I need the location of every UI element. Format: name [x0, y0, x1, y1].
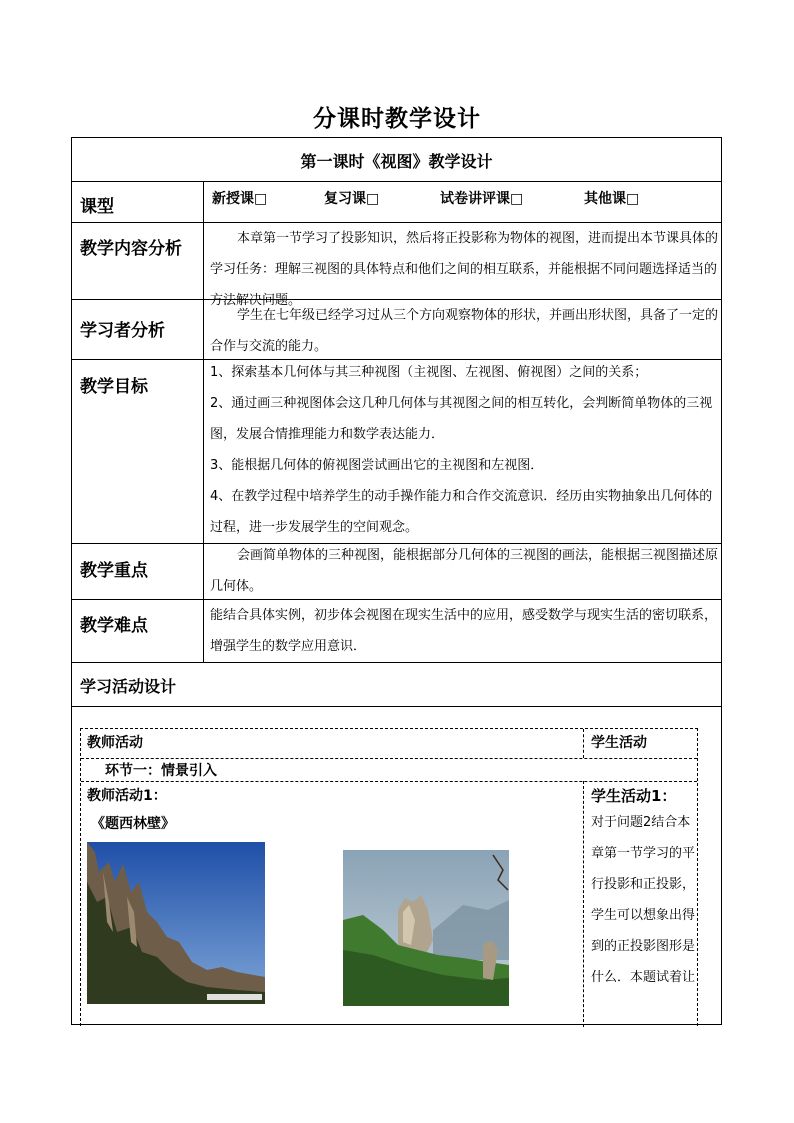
student-activity-text: 对于问题2结合本章第一节学习的平行投影和正投影，学生可以想象出得到的正投影图形是什么．本题试着让	[591, 815, 696, 985]
row-label-learner-analysis: 学习者分析	[80, 321, 165, 341]
difficulties-text	[210, 600, 718, 662]
activity-table	[80, 728, 698, 1026]
mountain-peak-image	[343, 850, 509, 1006]
student-activity-title: 学生活动1：	[591, 787, 677, 805]
dashed-column-divider	[583, 781, 584, 1027]
option-new-lesson[interactable]: 新授课□	[212, 191, 268, 207]
dashed-row-divider	[81, 758, 697, 759]
option-other-lesson[interactable]: 其他课□	[584, 191, 640, 207]
activity-design-label: 学习活动设计	[80, 677, 177, 696]
mountain-cliff-image	[87, 842, 265, 1004]
mountain-peak-photo	[343, 850, 509, 1006]
teacher-activity-header: 教师活动	[87, 735, 143, 751]
student-activity-header: 学生活动	[591, 735, 647, 751]
row-divider	[72, 706, 721, 707]
objective-item: 4、在教学过程中培养学生的动手操作能力和合作交流意识．经历由实物抽象出几何体的过程，进一步发展学生的空间观念。	[210, 489, 713, 535]
row-label-key-points: 教学重点	[80, 561, 148, 581]
lesson-title: 第一课时《视图》教学设计	[300, 152, 493, 171]
teacher-activity-title: 教师活动1：	[87, 788, 167, 804]
content-analysis-paragraph: 本章第一节学习了投影知识，然后将正投影称为物体的视图，进而提出本节课具体的学习任务：理解三视图的具体特点和他们之间的相互联系，并能根据不同问题选择适当的方法解决问题。	[210, 231, 719, 308]
row-label-type: 课型	[80, 197, 114, 217]
row-label-content-analysis: 教学内容分析	[80, 239, 182, 259]
page-title: 分课时教学设计	[313, 106, 481, 132]
dashed-row-divider	[81, 781, 697, 782]
objective-item: 2、通过画三种视图体会这几种几何体与其视图之间的相互转化，会判断简单物体的三视图，发展合情推理能力和数学表达能力．	[210, 396, 713, 442]
difficulties-paragraph: 能结合具体实例，初步体会视图在现实生活中的应用，感受数学与现实生活的密切联系，增强学生的数学应用意识．	[210, 608, 718, 654]
stage-label: 环节一：情景引入	[105, 763, 217, 779]
mountain-cliff-photo	[87, 842, 265, 1004]
learner-analysis-paragraph: 学生在七年级已经学习过从三个方向观察物体的形状，并画出形状图，具备了一定的合作与交流的能力。	[210, 308, 719, 354]
objective-item: 1、探索基本几何体与其三种视图（主视图、左视图、俯视图）之间的关系；	[210, 365, 648, 380]
row-divider	[72, 181, 721, 182]
learner-analysis-text	[210, 300, 718, 362]
row-label-objectives: 教学目标	[80, 377, 148, 397]
option-exam-review-lesson[interactable]: 试卷讲评课□	[440, 191, 524, 207]
key-points-text	[210, 540, 718, 602]
poem-title: 《题西林壁》	[91, 816, 175, 832]
row-divider	[72, 662, 721, 663]
objective-item: 3、能根据几何体的俯视图尝试画出它的主视图和左视图．	[210, 458, 544, 473]
row-label-difficulties: 教学难点	[80, 616, 148, 636]
dashed-column-divider	[583, 729, 584, 758]
column-divider	[203, 181, 204, 662]
key-points-paragraph: 会画简单物体的三种视图，能根据部分几何体的三视图的画法，能根据三视图描述原几何体。	[210, 548, 719, 594]
lesson-plan-table	[71, 137, 722, 1025]
objectives-list	[210, 357, 718, 543]
option-review-lesson[interactable]: 复习课□	[324, 191, 380, 207]
